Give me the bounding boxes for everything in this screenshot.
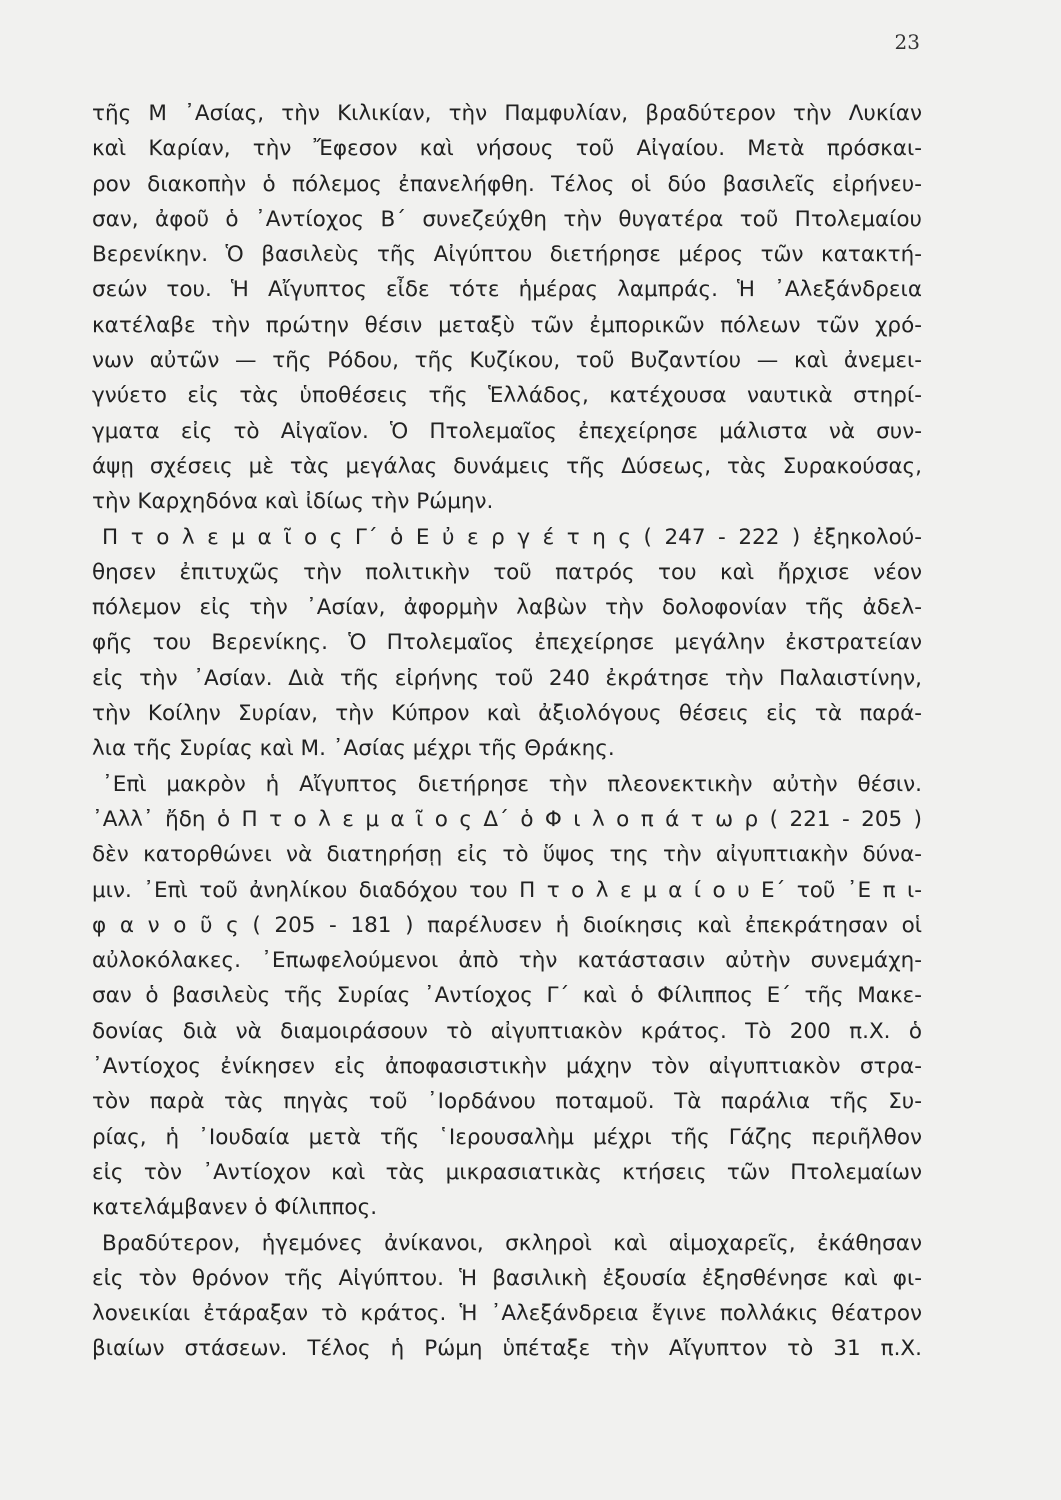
paragraph-end-line: τὴν Καρχηδόνα καὶ ἰδίως τὴν Ρώμην. — [92, 489, 494, 515]
text-line: εἰς τὴν ᾽Ασίαν. Διὰ τῆς εἰρήνης τοῦ 240 ἐκράτησε τὴν Παλαιστίνην, — [92, 665, 922, 691]
text-line: ᾽Αλλ᾽ ἤδη ὁ Π τ ο λ ε μ α ῖ ο ς Δ΄ ὁ Φ ι λ ο π ά τ ω ρ ( 221 - 205 ) — [92, 806, 922, 832]
text-line: άψῃ σχέσεις μὲ τὰς μεγάλας δυνάμεις τῆς Δύσεως, τὰς Συρακούσας, — [92, 453, 922, 479]
text-line: ᾽Επὶ μακρὸν ἡ Αἴγυπτος διετήρησε τὴν πλεονεκτικὴν αὐτὴν θέσιν. — [102, 771, 922, 797]
text-line: εἰς τὸν ᾽Αντίοχον καὶ τὰς μικρασιατικὰς κτήσεις τῶν Πτολεμαίων — [92, 1159, 922, 1185]
text-line: τὸν παρὰ τὰς πηγὰς τοῦ ᾽Ιορδάνου ποταμοῦ. Τὰ παράλια τῆς Συ- — [92, 1089, 922, 1115]
text-line: φῆς του Βερενίκης. Ὁ Πτολεμαῖος ἐπεχείρησε μεγάλην ἐκστρατείαν — [92, 630, 922, 656]
text-line: πόλεμον εἰς τὴν ᾽Ασίαν, ἀφορμὴν λαβὼν τὴν δολοφονίαν τῆς ἀδελ- — [92, 595, 922, 621]
paragraph-end-line: κατελάμβανεν ὁ Φίλιππος. — [92, 1195, 378, 1221]
text-line: τῆς Μ ᾽Ασίας, τὴν Κιλικίαν, τὴν Παμφυλίαν, βραδύτερον τὴν Λυκίαν — [92, 101, 922, 126]
text-line: γματα εἰς τὸ Αἰγαῖον. Ὁ Πτολεμαῖος ἐπεχείρησε μάλιστα νὰ συν- — [92, 418, 922, 444]
text-line: σαν ὁ βασιλεὺς τῆς Συρίας ᾽Αντίοχος Γ΄ καὶ ὁ Φίλιππος Ε΄ τῆς Μακε- — [92, 983, 922, 1009]
text-line: λονεικίαι ἐτάραξαν τὸ κράτος. Ἡ ᾽Αλεξάνδρεια ἔγινε πολλάκις θέατρον — [92, 1301, 922, 1327]
page-number: 23 — [894, 30, 920, 54]
paragraph-end-line: λια τῆς Συρίας καὶ Μ. ᾽Ασίας μέχρι τῆς Θράκης. — [92, 736, 615, 762]
text-line: δὲν κατορθώνει νὰ διατηρήσῃ εἰς τὸ ὕψος της τὴν αἰγυπτιακὴν δύνα- — [92, 842, 922, 868]
text-line: εἰς τὸν θρόνον τῆς Αἰγύπτου. Ἡ βασιλικὴ ἐξουσία ἐξησθένησε καὶ φι- — [92, 1265, 922, 1291]
text-line: ρίας, ἡ ᾽Ιουδαία μετὰ τῆς ῾Ιερουσαλὴμ μέχρι τῆς Γάζης περιῆλθον — [92, 1124, 922, 1150]
text-line: κατέλαβε τὴν πρώτην θέσιν μεταξὺ τῶν ἐμπορικῶν πόλεων τῶν χρό- — [92, 312, 922, 338]
text-line: Βραδύτερον, ἡγεμόνες ἀνίκανοι, σκληροὶ καὶ αἱμοχαρεῖς, ἐκάθησαν — [102, 1230, 922, 1256]
text-line: γνύετο εἰς τὰς ὑποθέσεις τῆς Ἑλλάδος, κατέχουσα ναυτικὰ στηρί- — [92, 383, 922, 409]
text-line: Π τ ο λ ε μ α ῖ ο ς Γ΄ ὁ Ε ὐ ε ρ γ έ τ η ς ( 247 - 222 ) ἐξηκολού- — [102, 524, 922, 550]
text-line: ρον διακοπὴν ὁ πόλεμος ἐπανελήφθη. Τέλος οἱ δύο βασιλεῖς εἰρήνευ- — [92, 171, 922, 197]
text-line: καὶ Καρίαν, τὴν Ἔφεσον καὶ νήσους τοῦ Αἰγαίου. Μετὰ πρόσκαι- — [92, 136, 922, 162]
text-line: Βερενίκην. Ὁ βασιλεὺς τῆς Αἰγύπτου διετήρησε μέρος τῶν κατακτή- — [92, 242, 922, 268]
text-line: βιαίων στάσεων. Τέλος ἡ Ρώμη ὑπέταξε τὴν Αἴγυπτον τὸ 31 π.Χ. — [92, 1336, 922, 1362]
text-line: σαν, ἀφοῦ ὁ ᾽Αντίοχος Β΄ συνεζεύχθη τὴν θυγατέρα τοῦ Πτολεμαίου — [92, 206, 922, 232]
text-line: φ α ν ο ῦ ς ( 205 - 181 ) παρέλυσεν ἡ διοίκησις καὶ ἐπεκράτησαν οἱ — [92, 912, 922, 938]
text-line: νων αὐτῶν — τῆς Ρόδου, τῆς Κυζίκου, τοῦ Βυζαντίου — καὶ ἀνεμει- — [92, 348, 922, 374]
text-line: σεών του. Ἡ Αἴγυπτος εἶδε τότε ἡμέρας λαμπράς. Ἡ ᾽Αλεξάνδρεια — [92, 277, 922, 303]
text-line: δονίας διὰ νὰ διαμοιράσουν τὸ αἰγυπτιακὸν κράτος. Τὸ 200 π.Χ. ὁ — [92, 1018, 922, 1044]
text-line: ᾽Αντίοχος ἐνίκησεν εἰς ἀποφασιστικὴν μάχην τὸν αἰγυπτιακὸν στρα- — [92, 1054, 922, 1080]
text-line: αὐλοκόλακες. ᾽Επωφελούμενοι ἀπὸ τὴν κατάστασιν αὐτὴν συνεμάχη- — [92, 948, 922, 974]
body-text — [92, 96, 922, 1367]
text-line: τὴν Κοίλην Συρίαν, τὴν Κύπρον καὶ ἀξιολόγους θέσεις εἰς τὰ παρά- — [92, 701, 922, 727]
text-line: θησεν ἐπιτυχῶς τὴν πολιτικὴν τοῦ πατρός του καὶ ἤρχισε νέον — [92, 559, 922, 585]
text-line: μιν. ᾽Επὶ τοῦ ἀνηλίκου διαδόχου του Π τ ο λ ε μ α ί ο υ Ε΄ τοῦ ᾽Ε π ι- — [92, 877, 922, 903]
